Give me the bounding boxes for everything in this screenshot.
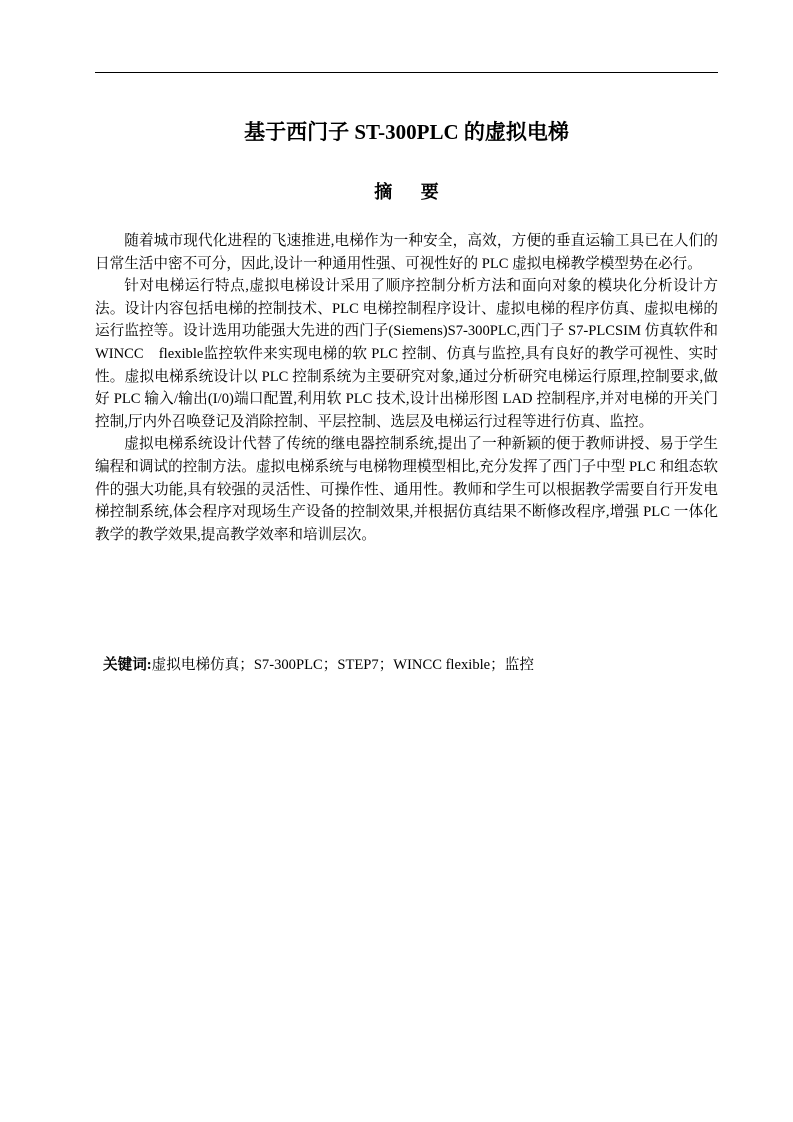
header-rule [95,72,718,73]
keywords-label: 关键词: [103,657,152,673]
document-title: 基于西门子 ST-300PLC 的虚拟电梯 [244,120,569,144]
abstract-paragraph-1: 随着城市现代化进程的飞速推进,电梯作为一种安全，高效，方便的垂直运输工具已在人们的日常生活中密不可分，因此,设计一种通用性强、可视性好的 PLC 虚拟电梯教学模型势在必行。 [95,233,718,272]
keywords-text: 虚拟电梯仿真；S7-300PLC；STEP7；WINCC flexible；监控 [151,657,534,673]
abstract-paragraph-3: 虚拟电梯系统设计代替了传统的继电器控制系统,提出了一种新颖的便于教师讲授、易于学生编程和调试的控制方法。虚拟电梯系统与电梯物理模型相比,充分发挥了西门子中型 PLC 和组态软件的强大功能,具有较强的灵活性、可操作性、通用性。教师和学生可以根据教学需要自行开发电梯控制系统,体会程序对现场生产设备的控制效果,并根据仿真结果不断修改程序,增强 PLC 一体化教学的教学效果,提高教学效率和培训层次。 [95,436,718,543]
abstract-heading: 摘 要 [374,182,451,202]
abstract-paragraph-2: 针对电梯运行特点,虚拟电梯设计采用了顺序控制分析方法和面向对象的模块化分析设计方法。设计内容包括电梯的控制技术、PLC 电梯控制程序设计、虚拟电梯的程序仿真、虚拟电梯的运行监控等。设计选用功能强大先进的西门子(Siemens)S7-300PLC,西门子 S7-PLCSIM 仿真软件和WINCC flexible监控软件来实现电梯的软 PLC 控制、仿真与监控,具有良好的教学可视性、实时性。虚拟电梯系统设计以 PLC 控制系统为主要研究对象,通过分析研究电梯运行原理,控制要求,做好 PLC 输入/输出(I/0)端口配置,利用软 PLC 技术,设计出梯形图 LAD 控制程序,并对电梯的开关门控制,厅内外召唤登记及消除控制、平层控制、选层及电梯运行过程等进行仿真、监控。 [95,278,718,430]
keywords-line [103,654,718,676]
abstract-body [95,230,718,546]
